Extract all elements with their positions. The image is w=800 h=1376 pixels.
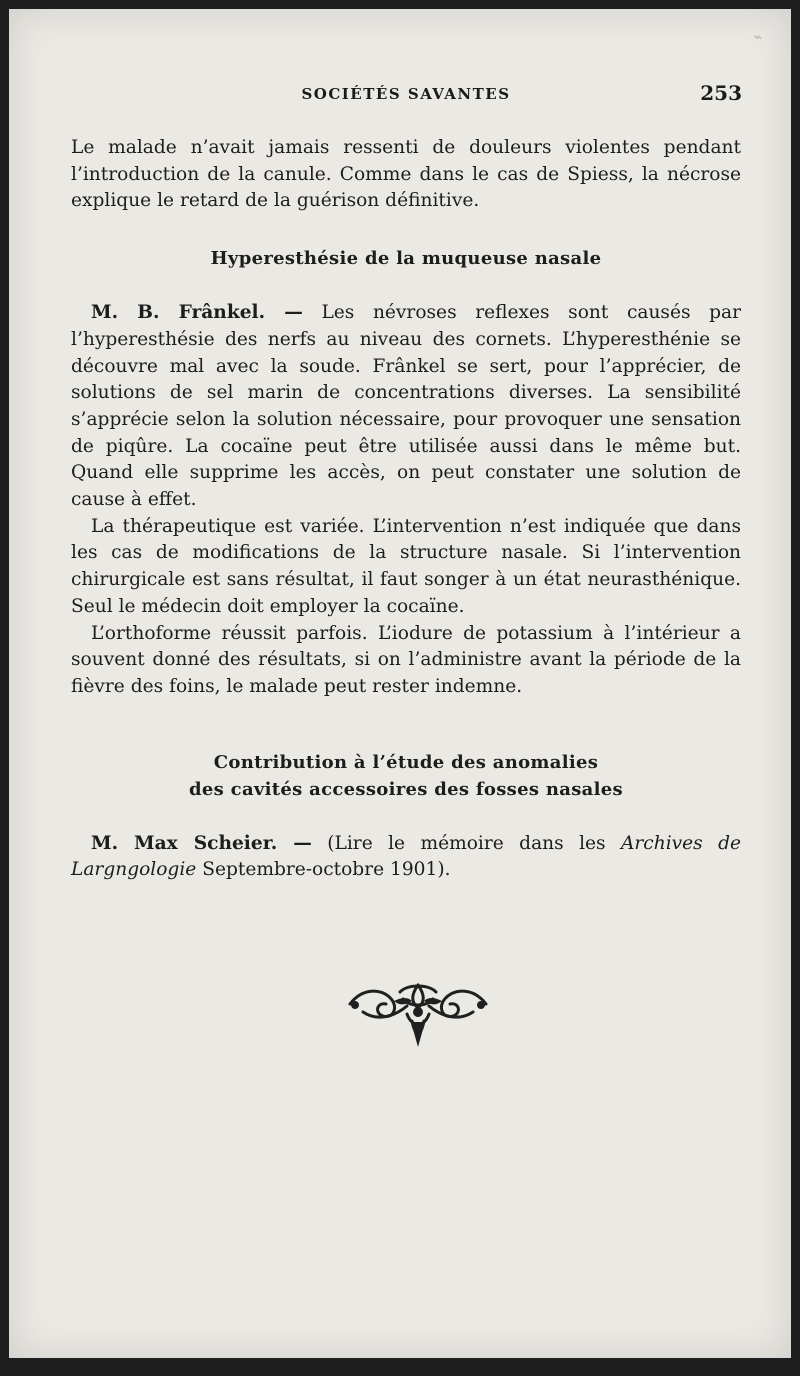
paragraph-orthoform: L’orthoforme réussit parfois. L’iodure de potassium à l’intérieur a souvent donné des résultats, si on l’administre avant la période de la fièvre des foins, le malade peut rester indemne. [71,622,741,697]
corner-smudge: ⌁ [751,26,765,47]
paragraph-therapy: La thérapeutique est variée. L’intervention n’est indiquée que dans les cas de modifications de la structure nasale. Si l’intervention chirurgicale est sans résultat, il faut songer à un état neurasthénique. Seul le médecin doit employer la cocaïne. [71,515,741,617]
article-body [71,135,741,884]
paragraph-frankel [71,300,741,514]
section-title-hyperesthesia: Hyperesthésie de la muqueuse nasale [210,248,602,270]
paragraph-canula-conclusion: Le malade n’avait jamais ressenti de douleurs violentes pendant l’introduction de la canule. Comme dans le cas de Spiess, la nécrose explique le retard de la guérison définitive. [71,137,741,212]
speaker-scheier: M. Max Scheier. — [91,832,312,854]
paragraph-scheier-text-2: Septembre-octobre 1901). [196,859,451,881]
journal-title: Archives de Largngologie [71,832,741,881]
paragraph-scheier-text-1: (Lire le mémoire dans les [311,832,621,854]
section-title-anomalies-line-2: des cavités accessoires des fosses nasales [189,778,623,800]
section-title-anomalies-line-1: Contribution à l’étude des anomalies [213,751,599,773]
page-header [66,81,746,113]
paragraph-frankel-text: Les névroses reflexes sont causés par l’hyperesthésie des nerfs au niveau des cornets. L’hyperesthénie se découvre mal avec la soude. Frânkel se sert, pour l’apprécier, de solutions de sel marin de concentrations diverses. La sensibilité s’apprécie selon la solution nécessaire, pour provoquer une sensation de piqûre. La cocaïne peut être utilisée aussi dans le même but. Quand elle supprime les accès, on peut constater une solution de cause à effet. [71,302,741,511]
running-head: SOCIÉTÉS SAVANTES [301,85,511,103]
paragraph-scheier [71,831,741,884]
scroll-ornament-icon [345,977,491,1049]
section-title-anomalies [71,749,741,803]
page-number: 253 [700,81,742,105]
speaker-frankel: M. B. Frânkel. — [91,302,303,324]
document-page [9,9,791,1358]
